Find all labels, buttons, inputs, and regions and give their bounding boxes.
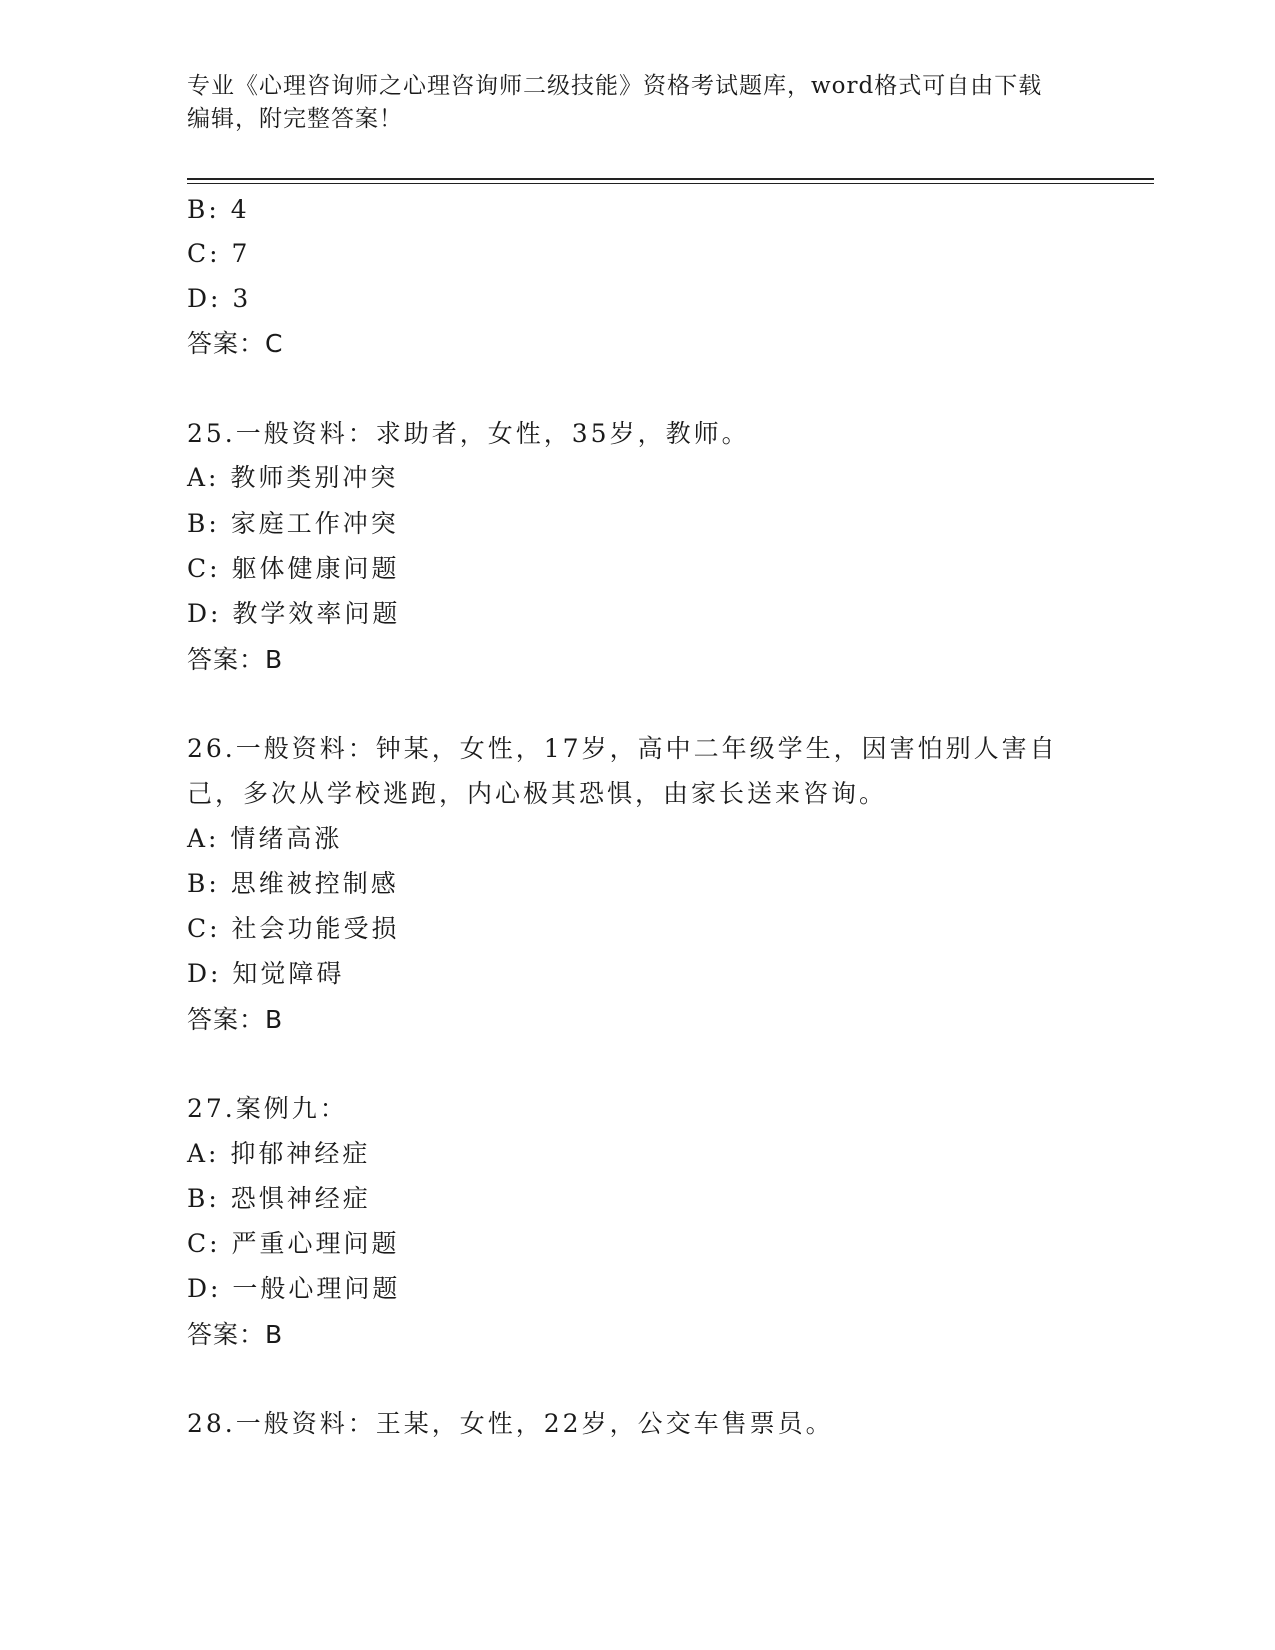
document-header [187,70,1087,136]
header-divider-thick [187,178,1154,180]
q25-option-a: A: 教师类别冲突 [187,463,399,492]
q27-option-d: D: 一般心理问题 [187,1274,401,1303]
prev-option-d: D: 3 [187,284,252,313]
q26-answer: 答案：B [187,1005,284,1034]
prev-option-b: B: 4 [187,195,250,224]
prev-option-c: C: 7 [187,239,251,268]
q25-option-b: B: 家庭工作冲突 [187,509,399,538]
header-line-1: 专业《心理咨询师之心理咨询师二级技能》资格考试题库，word格式可自由下载 [187,73,1043,99]
q26-stem-line-1: 26.一般资料：钟某，女性，17岁，高中二年级学生，因害怕别人害自 [187,734,1058,763]
q25-option-c: C: 躯体健康问题 [187,554,400,583]
q28-stem: 28.一般资料：王某，女性，22岁，公交车售票员。 [187,1409,834,1438]
q27-option-b: B: 恐惧神经症 [187,1184,371,1213]
q26-stem-line-2: 己，多次从学校逃跑，内心极其恐惧，由家长送来咨询。 [187,779,888,808]
q27-answer: 答案：B [187,1320,284,1349]
q27-stem: 27.案例九： [187,1094,348,1123]
prev-answer: 答案：C [187,329,284,358]
q26-option-d: D: 知觉障碍 [187,959,345,988]
q26-option-a: A: 情绪高涨 [187,824,343,853]
q25-stem: 25.一般资料：求助者，女性，35岁，教师。 [187,419,750,448]
header-line-2: 编辑，附完整答案！ [187,106,403,132]
header-divider-thin [187,183,1154,184]
q27-option-a: A: 抑郁神经症 [187,1139,371,1168]
q25-option-d: D: 教学效率问题 [187,599,401,628]
q27-option-c: C: 严重心理问题 [187,1229,400,1258]
q26-option-b: B: 思维被控制感 [187,869,399,898]
q25-answer: 答案：B [187,645,284,674]
q26-option-c: C: 社会功能受损 [187,914,400,943]
